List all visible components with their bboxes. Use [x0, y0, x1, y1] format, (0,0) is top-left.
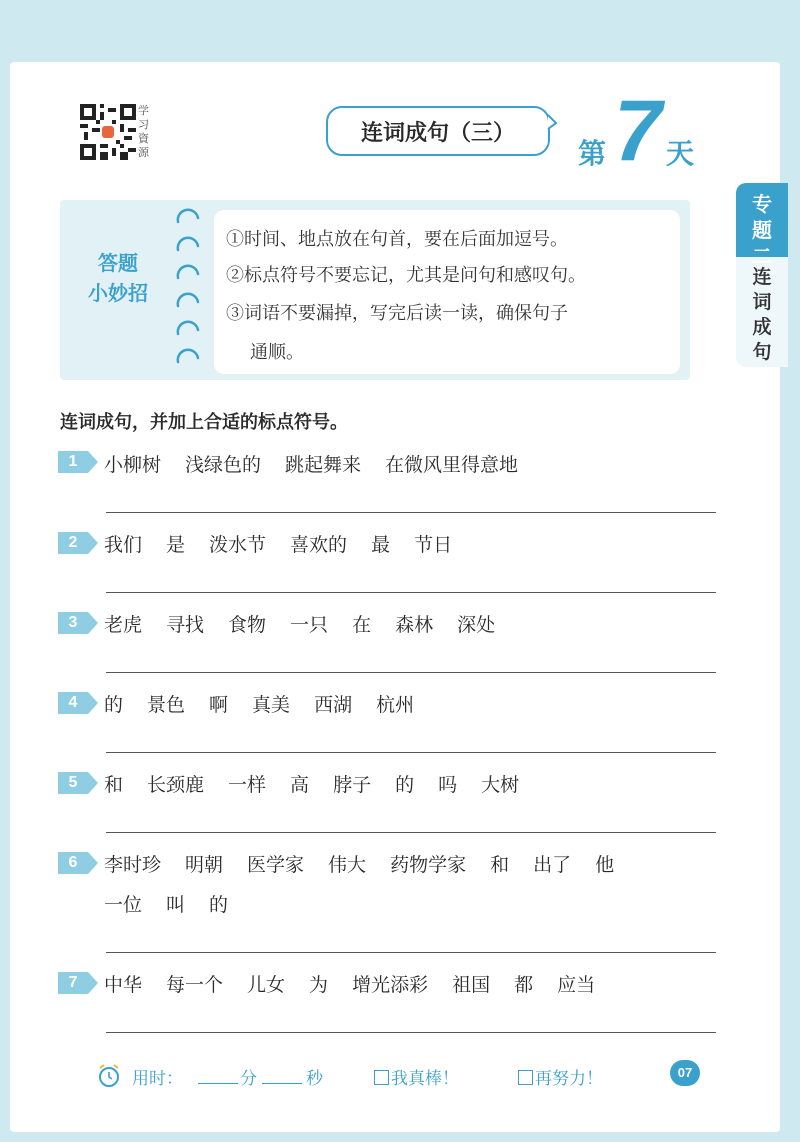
try-more-label: 再努力！: [535, 1069, 603, 1089]
word-chip: 寻找: [166, 614, 205, 636]
word-chip: 为: [309, 974, 329, 996]
question-words: [104, 770, 543, 797]
word-chip: 的: [104, 694, 124, 716]
second-label: 秒: [306, 1069, 323, 1089]
word-chip: 节日: [414, 534, 453, 556]
word-chip: 啊: [209, 694, 229, 716]
qr-code[interactable]: [80, 104, 136, 160]
word-chip: 大树: [481, 774, 520, 796]
day-number: 7: [614, 83, 662, 179]
word-chip: 最: [371, 534, 391, 556]
word-chip: 吗: [438, 774, 458, 796]
question-number: 7: [58, 972, 88, 994]
topic-tab-head: [736, 183, 788, 268]
bubble-tail: [540, 113, 558, 133]
word-chip: 跳起舞来: [285, 454, 362, 476]
qr-label: 学习資源: [138, 104, 149, 159]
word-chip: 都: [514, 974, 534, 996]
word-chip: 和: [104, 774, 124, 796]
time-label: 用时：: [132, 1069, 183, 1089]
word-chip: 药物学家: [390, 854, 467, 876]
word-chip: 的: [209, 894, 229, 916]
answer-line[interactable]: [106, 1032, 716, 1033]
answer-line[interactable]: [106, 752, 716, 753]
question-number: 4: [58, 692, 88, 714]
exercise-instruction: 连词成句，并加上合适的标点符号。: [60, 412, 348, 433]
word-chip: 医学家: [247, 854, 305, 876]
word-chip: 浅绿色的: [185, 454, 262, 476]
word-chip: 祖国: [452, 974, 491, 996]
checkbox-icon[interactable]: [374, 1070, 389, 1085]
word-chip: 出了: [533, 854, 572, 876]
word-chip: 小柳树: [104, 454, 162, 476]
word-chip: 真美: [252, 694, 291, 716]
question-number: 1: [58, 451, 88, 473]
word-chip: 儿女: [247, 974, 286, 996]
seconds-blank[interactable]: [262, 1064, 302, 1084]
question-number: 3: [58, 612, 88, 634]
answer-line[interactable]: [106, 672, 716, 673]
word-chip: 深处: [457, 614, 496, 636]
question-words-line2: [104, 890, 252, 917]
word-chip: 喜欢的: [290, 534, 348, 556]
tips-label-line1: 答题: [98, 251, 138, 275]
great-label: 我真棒！: [391, 1069, 459, 1089]
word-chip: 和: [490, 854, 510, 876]
question-words: [104, 850, 638, 877]
word-chip: 他: [595, 854, 615, 876]
word-chip: 长颈鹿: [147, 774, 205, 796]
word-chip: 老虎: [104, 614, 143, 636]
word-chip: 叫: [166, 894, 186, 916]
notebook-rings-icon: [172, 204, 212, 380]
tip-line-4: 通顺。: [250, 342, 304, 363]
word-chip: 李时珍: [104, 854, 162, 876]
word-chip: 一样: [228, 774, 267, 796]
word-chip: 应当: [557, 974, 596, 996]
question-words: [104, 530, 476, 557]
word-chip: 在: [352, 614, 372, 636]
word-chip: 伟大: [328, 854, 367, 876]
word-chip: 脖子: [333, 774, 372, 796]
lesson-title: 连词成句（三）: [326, 106, 550, 156]
day-suffix: 天: [666, 137, 695, 170]
page-number: 07: [670, 1060, 700, 1086]
minute-label: 分: [240, 1069, 257, 1089]
alarm-clock-icon: [96, 1062, 122, 1088]
word-chip: 景色: [147, 694, 186, 716]
try-more-checkbox[interactable]: [518, 1064, 603, 1089]
question-words: [104, 970, 619, 997]
word-chip: 高: [290, 774, 310, 796]
word-chip: 明朝: [185, 854, 224, 876]
question-number: 6: [58, 852, 88, 874]
question-words: [104, 610, 519, 637]
word-chip: 一位: [104, 894, 143, 916]
answer-line[interactable]: [106, 592, 716, 593]
day-prefix: 第: [578, 137, 607, 170]
great-checkbox[interactable]: [374, 1064, 459, 1089]
answer-line[interactable]: [106, 952, 716, 953]
answer-line[interactable]: [106, 832, 716, 833]
minutes-blank[interactable]: [198, 1064, 238, 1084]
word-chip: 一只: [290, 614, 329, 636]
topic-tab-body-text: 连词成句: [752, 266, 772, 363]
word-chip: 增光添彩: [352, 974, 429, 996]
question-number: 2: [58, 532, 88, 554]
word-chip: 在微风里得意地: [385, 454, 519, 476]
topic-tab-head-text: 专题二: [752, 192, 772, 268]
word-chip: 的: [395, 774, 415, 796]
word-chip: 食物: [228, 614, 267, 636]
answer-line[interactable]: [106, 512, 716, 513]
word-chip: 泼水节: [209, 534, 267, 556]
checkbox-icon[interactable]: [518, 1070, 533, 1085]
topic-side-tab: [736, 183, 788, 367]
question-words: [104, 690, 438, 717]
tips-label: [60, 248, 176, 308]
topic-tab-body: [736, 265, 788, 365]
tips-label-line2: 小妙招: [88, 281, 148, 305]
word-chip: 西湖: [314, 694, 353, 716]
word-chip: 每一个: [166, 974, 224, 996]
word-chip: 森林: [395, 614, 434, 636]
question-words: [104, 450, 542, 477]
tip-line-2: ②标点符号不要忘记，尤其是问句和感叹句。: [226, 265, 586, 286]
tip-line-1: ①时间、地点放在句首，要在后面加逗号。: [226, 229, 568, 250]
word-chip: 杭州: [376, 694, 415, 716]
word-chip: 我们: [104, 534, 143, 556]
word-chip: 中华: [104, 974, 143, 996]
question-number: 5: [58, 772, 88, 794]
tip-line-3: ③词语不要漏掉，写完后读一读，确保句子: [226, 303, 568, 324]
word-chip: 是: [166, 534, 186, 556]
